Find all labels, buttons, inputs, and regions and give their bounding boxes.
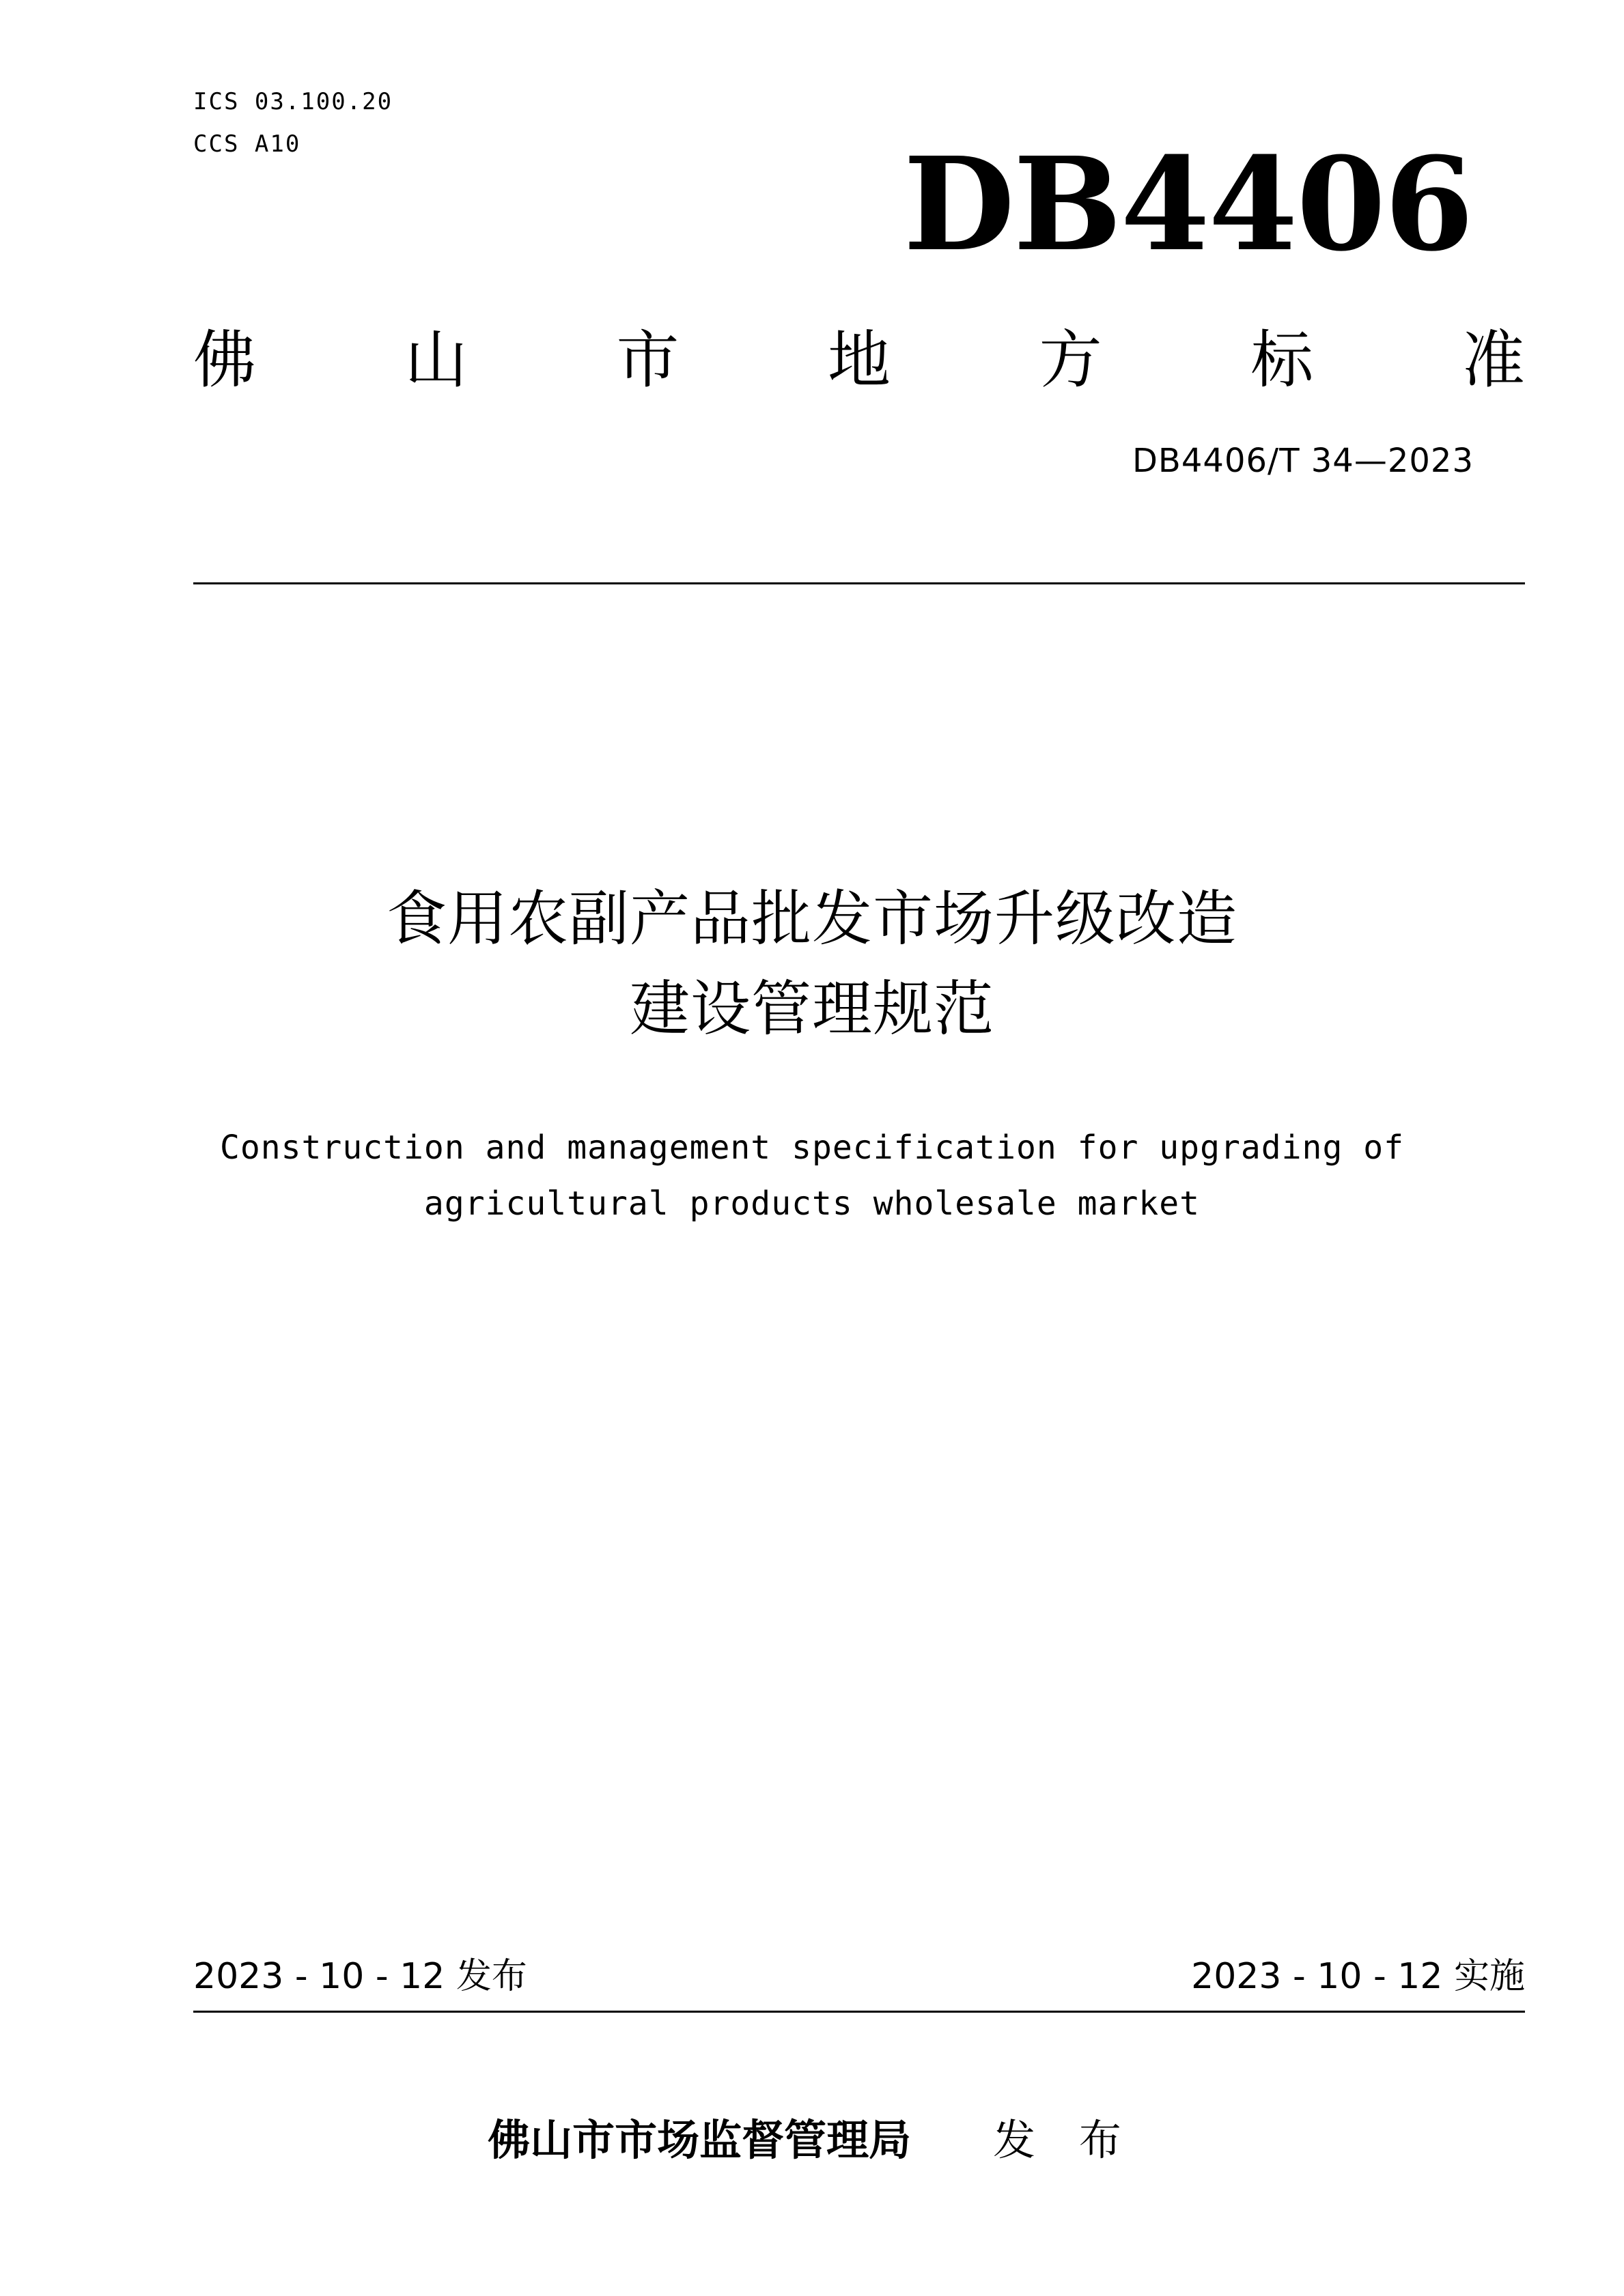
- publisher-name: 佛山市市场监督管理局: [488, 2115, 912, 2165]
- standard-type-char: 佛: [193, 324, 257, 397]
- publisher-verb: 发 布: [993, 2115, 1136, 2165]
- standard-logo: DB4406: [903, 129, 1472, 280]
- document-number: DB4406/T 34—2023: [1132, 442, 1474, 480]
- standard-type-heading: [193, 311, 1525, 399]
- standard-type-char: 准: [1461, 324, 1525, 397]
- standard-type-char: 地: [827, 324, 891, 397]
- implementation-date: 2023 - 10 - 12 实施: [1191, 1956, 1525, 1997]
- standard-type-char: 标: [1250, 324, 1314, 397]
- title-english-line-1: Construction and management specification for upgrading of: [219, 1129, 1405, 1167]
- standard-type-char: 方: [1039, 324, 1102, 397]
- standard-type-char: 山: [404, 324, 468, 397]
- bottom-divider: [193, 2011, 1525, 2013]
- ccs-code: CCS A10: [193, 130, 301, 158]
- title-chinese: [0, 874, 1624, 1054]
- title-chinese-line-2: 建设管理规范: [629, 974, 994, 1044]
- ics-code: ICS 03.100.20: [193, 88, 393, 115]
- publisher: [0, 2110, 1624, 2171]
- title-english-line-2: agricultural products wholesale market: [423, 1185, 1201, 1223]
- title-english: [0, 1120, 1624, 1232]
- classification-codes: [193, 81, 393, 165]
- standard-type-char: 市: [616, 324, 680, 397]
- title-chinese-line-1: 食用农副产品批发市场升级改造: [386, 883, 1237, 954]
- top-divider: [193, 582, 1525, 584]
- release-date: 2023 - 10 - 12 发布: [193, 1956, 527, 1997]
